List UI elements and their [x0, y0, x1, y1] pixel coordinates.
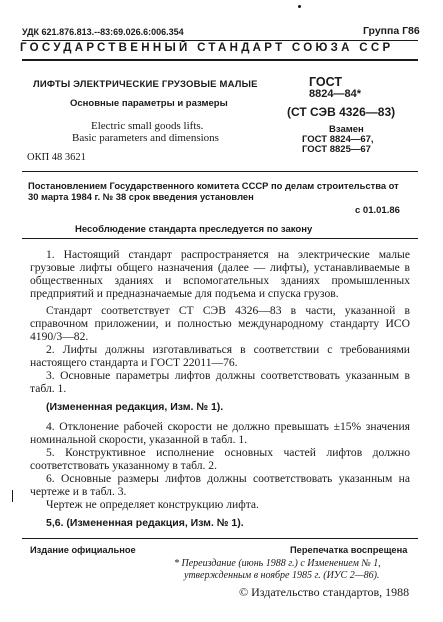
st-sev-number: (СТ СЭВ 4326—83)	[287, 105, 396, 119]
subtitle-ru: Основные параметры и размеры	[70, 98, 228, 109]
decree-line1: Постановлением Государственного комитета СССР по делам строительства от	[28, 180, 399, 191]
law-notice-rule	[22, 238, 418, 239]
header-rule-top	[22, 40, 418, 41]
paragraph-4: 4. Отклонение рабочей скорости не должно превышать ±15% значения номинальной скорости, указанной в табл. 1.	[30, 420, 410, 446]
okp-code: ОКП 48 3621	[27, 152, 86, 163]
copyright-line: © Издательство стандартов, 1988	[239, 585, 410, 599]
title-ru: ЛИФТЫ ЭЛЕКТРИЧЕСКИЕ ГРУЗОВЫЕ МАЛЫЕ	[33, 79, 258, 90]
standard-banner: ГОСУДАРСТВЕННЫЙ СТАНДАРТ СОЮЗА ССР	[20, 42, 394, 54]
title-en-line1: Electric small goods lifts.	[91, 120, 204, 132]
reprint-notice: Перепечатка воспрещена	[290, 545, 408, 555]
amendment-note-2: 5,6. (Измененная редакция, Изм. № 1).	[46, 517, 244, 529]
scan-speck	[298, 5, 301, 8]
paragraph-2: 2. Лифты должны изготавливаться в соответствии с требованиями настоящего стандарта и ГОСТ 22011—76.	[30, 343, 410, 369]
margin-mark	[12, 490, 13, 502]
footer-rule	[22, 538, 418, 539]
group-code: Группа Г86	[363, 25, 420, 37]
paragraph-3: 3. Основные параметры лифтов должны соответствовать указанным в табл. 1.	[30, 369, 410, 395]
law-notice: Несоблюдение стандарта преследуется по закону	[75, 224, 313, 235]
title-en-line2: Basic parameters and dimensions	[72, 132, 219, 144]
paragraph-6b: Чертеж не определяет конструкцию лифта.	[46, 498, 259, 511]
title-block-rule	[22, 171, 418, 172]
paragraph-6: 6. Основные размеры лифтов должны соответствовать указанным на чертеже и в табл. 3.	[30, 472, 410, 498]
amendment-note-1: (Измененная редакция, Изм. № 1).	[46, 401, 224, 413]
paragraph-1b: Стандарт соответствует СТ СЭВ 4326—83 в части, указанной в справочном приложении, и полностью международному стандарту ИСО 4190/3—82.	[30, 304, 410, 343]
header-rule-bottom	[22, 59, 418, 61]
decree-line2: 30 марта 1984 г. № 38 срок введения установлен	[28, 191, 254, 202]
replaces-gost-1: ГОСТ 8824—67,	[302, 134, 374, 145]
gost-number: 8824—84*	[309, 88, 361, 100]
body-section	[30, 248, 410, 530]
effective-date: с 01.01.86	[355, 205, 400, 216]
udc-code: УДК 621.876.813.--83:69.026.6:006.354	[22, 27, 184, 37]
paragraph-5: 5. Конструктивное исполнение основных частей лифтов должно соответствовать указанному в табл. 2.	[30, 446, 410, 472]
edition-label: Издание официальное	[30, 545, 136, 555]
reissue-line2: утвержденным в ноябре 1985 г. (ИУС 2—86).	[184, 570, 380, 581]
paragraph-1: 1. Настоящий стандарт распространяется на электрические малые грузовые лифты общего назначения (далее — лифты), устанавливаемые в общественных зданиях и вспомогательных зданиях промышленных предприятий и предназначаемые для подъема и спуска грузов.	[30, 248, 410, 300]
replaces-label: Взамен	[329, 124, 364, 135]
replaces-gost-2: ГОСТ 8825—67	[302, 144, 371, 155]
reissue-line1: * Переиздание (июнь 1988 г.) с Изменением № 1,	[174, 558, 381, 569]
gost-label: ГОСТ	[309, 75, 342, 89]
